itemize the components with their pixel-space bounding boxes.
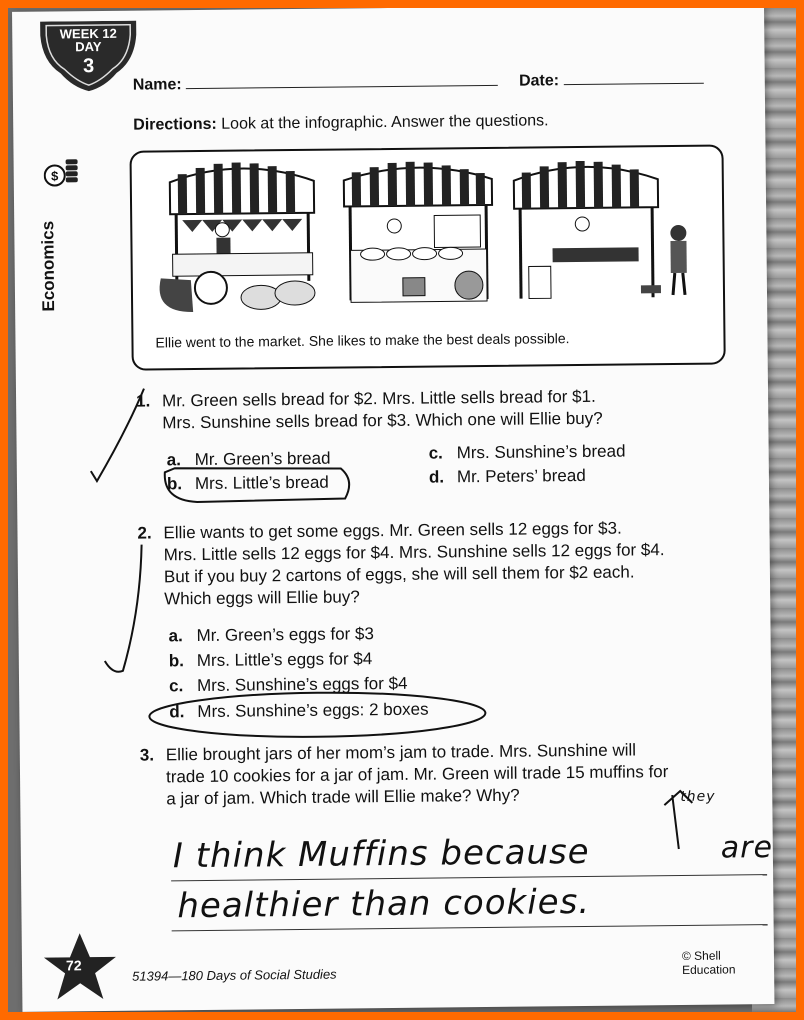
check-mark-q2: [104, 545, 143, 672]
question-1-number: 1.: [136, 391, 151, 411]
infographic-caption: Ellie went to the market. She likes to make the best deals possible.: [155, 330, 570, 351]
svg-text:$: $: [51, 168, 59, 184]
date-label: Date:: [518, 72, 560, 90]
subject-label: Economics: [38, 220, 59, 312]
question-3-line-2: trade 10 cookies for a jar of jam. Mr. Green will trade 15 muffins for: [165, 762, 669, 787]
question-2-line-2: Mrs. Little sells 12 eggs for $4. Mrs. Sunshine sells 12 eggs for $4.: [163, 540, 665, 565]
badge-week: WEEK 12: [59, 25, 117, 42]
handwritten-answer-line-1: I think Muffins because: [172, 831, 590, 877]
photo-frame: [8, 8, 796, 1012]
q2-option-c-text: Mrs. Sunshine’s eggs for $4: [196, 673, 408, 696]
handwritten-answer-line-1-end: are: [720, 830, 774, 866]
worksheet-page: [12, 8, 774, 1012]
page-number: 72: [65, 957, 82, 974]
directions-text: Look at the infographic. Answer the questions.: [221, 112, 549, 133]
question-3-line-1: Ellie brought jars of her mom’s jam to trade. Mrs. Sunshine will: [165, 740, 637, 765]
book-title: 51394—180 Days of Social Studies: [132, 966, 337, 984]
q1-option-c-text: Mrs. Sunshine’s bread: [456, 441, 626, 463]
question-3-line-3: a jar of jam. Which trade will Ellie make? Why?: [166, 785, 520, 809]
handwritten-answer-line-2: healthier than cookies.: [177, 881, 591, 927]
question-1-line-2: Mrs. Sunshine sells bread for $3. Which one will Ellie buy?: [162, 408, 603, 433]
q1-option-c-letter: c.: [428, 443, 443, 463]
q2-option-d-text: Mrs. Sunshine’s eggs: 2 boxes: [197, 699, 429, 722]
circle-q2-d: [149, 691, 485, 739]
badge-day: DAY: [75, 39, 102, 55]
check-mark-q1: [90, 389, 145, 482]
question-2-line-4: Which eggs will Ellie buy?: [164, 587, 360, 609]
q2-option-a-letter: a.: [168, 626, 183, 646]
name-label: Name:: [132, 76, 182, 94]
q1-option-d-text: Mr. Peters’ bread: [456, 465, 586, 487]
q2-option-b-text: Mrs. Little’s eggs for $4: [196, 649, 373, 671]
question-2-number: 2.: [137, 523, 152, 543]
q1-option-b-text: Mrs. Little’s bread: [194, 472, 329, 494]
q2-option-b-letter: b.: [168, 651, 185, 671]
handwritten-insert: they: [680, 788, 716, 805]
q1-option-d-letter: d.: [428, 467, 445, 487]
question-3-number: 3.: [139, 745, 155, 765]
q2-option-d-letter: d.: [169, 702, 185, 722]
circle-q1-b: [165, 466, 350, 502]
q1-option-a-letter: a.: [166, 450, 182, 470]
badge-day-number: 3: [82, 55, 95, 78]
question-2-line-1: Ellie wants to get some eggs. Mr. Green sells 12 eggs for $3.: [163, 518, 622, 543]
q2-option-a-text: Mr. Green’s eggs for $3: [196, 624, 374, 646]
q1-option-b-letter: b.: [166, 474, 183, 494]
q2-option-c-letter: c.: [168, 676, 184, 696]
question-2-line-3: But if you buy 2 cartons of eggs, she will sell them for $2 each.: [163, 562, 635, 587]
q1-option-a-text: Mr. Green’s bread: [194, 448, 331, 470]
question-1-line-1: Mr. Green sells bread for $2. Mrs. Little sells bread for $1.: [162, 386, 596, 411]
publisher: © Shell Education: [681, 948, 736, 977]
directions-label: Directions:: [133, 115, 217, 134]
